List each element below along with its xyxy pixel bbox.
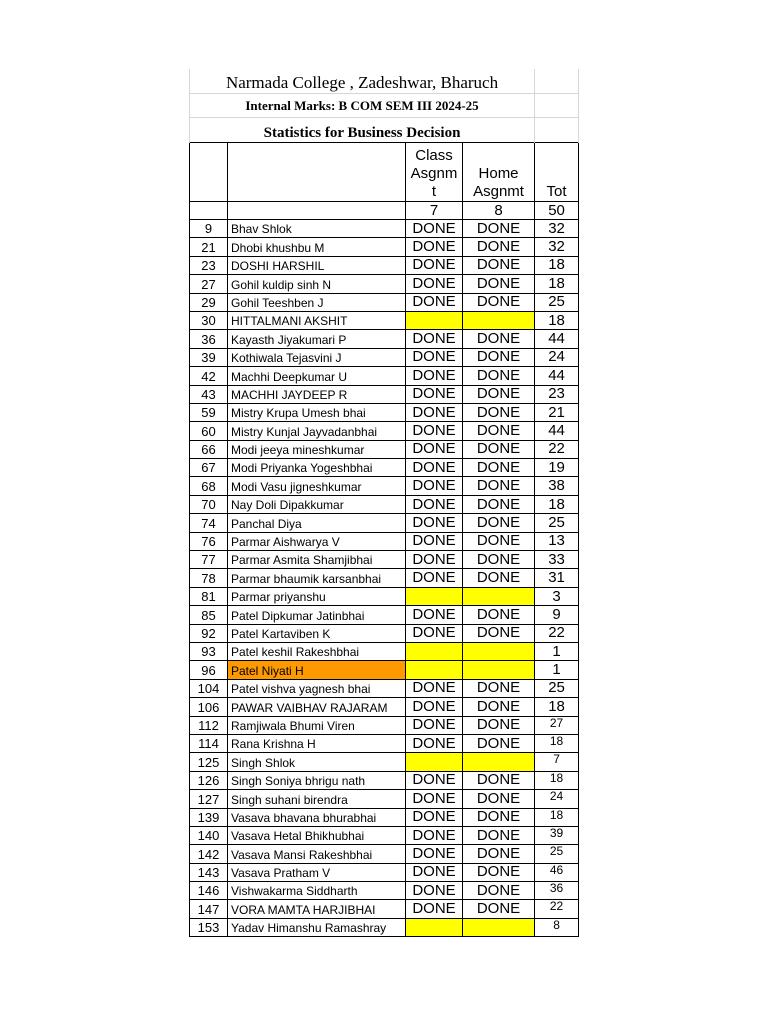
home-assignment-cell: DONE <box>463 220 535 238</box>
table-row <box>190 403 579 421</box>
class-assignment-header <box>406 143 463 202</box>
home-assignment-cell: DONE <box>463 385 535 403</box>
class-header-line3: t <box>431 183 437 200</box>
table-row <box>190 624 579 642</box>
table-row <box>190 551 579 569</box>
roll-number-cell: 142 <box>190 845 228 863</box>
table-row <box>190 863 579 881</box>
class-assignment-cell: DONE <box>406 606 463 624</box>
total-cell: 18 <box>535 808 579 826</box>
roll-number-cell: 27 <box>190 275 228 293</box>
class-assignment-cell: DONE <box>406 220 463 238</box>
home-assignment-cell: DONE <box>463 514 535 532</box>
total-cell: 18 <box>535 311 579 329</box>
home-assignment-cell: DONE <box>463 459 535 477</box>
student-name-cell: Mistry Kunjal Jayvadanbhai <box>228 422 406 440</box>
home-assignment-cell: DONE <box>463 734 535 752</box>
table-row <box>190 477 579 495</box>
home-assignment-cell: DONE <box>463 569 535 587</box>
total-cell: 32 <box>535 238 579 256</box>
roll-number-cell: 43 <box>190 385 228 403</box>
total-header <box>535 143 579 202</box>
table-row <box>190 606 579 624</box>
empty-cell <box>535 118 579 143</box>
home-assignment-cell: DONE <box>463 790 535 808</box>
total-cell: 46 <box>535 863 579 881</box>
table-row <box>190 293 579 311</box>
student-name-cell: Gohil Teeshben J <box>228 293 406 311</box>
class-assignment-cell: DONE <box>406 275 463 293</box>
student-name-cell: Machhi Deepkumar U <box>228 367 406 385</box>
total-cell: 13 <box>535 532 579 550</box>
home-assignment-cell <box>463 753 535 771</box>
total-cell: 18 <box>535 771 579 789</box>
total-cell: 33 <box>535 551 579 569</box>
header-row-subject <box>190 118 579 143</box>
class-assignment-cell: DONE <box>406 900 463 918</box>
total-cell: 8 <box>535 918 579 936</box>
class-assignment-cell: DONE <box>406 826 463 844</box>
student-name-cell: DOSHI HARSHIL <box>228 256 406 274</box>
home-assignment-cell: DONE <box>463 367 535 385</box>
class-assignment-cell: DONE <box>406 256 463 274</box>
total-cell: 22 <box>535 900 579 918</box>
class-assignment-cell: DONE <box>406 624 463 642</box>
table-row <box>190 587 579 605</box>
roll-number-cell: 125 <box>190 753 228 771</box>
header-row-internal <box>190 94 579 118</box>
class-assignment-cell: DONE <box>406 569 463 587</box>
table-row <box>190 440 579 458</box>
total-cell: 24 <box>535 348 579 366</box>
roll-number-cell: 66 <box>190 440 228 458</box>
class-assignment-cell <box>406 661 463 679</box>
table-row <box>190 753 579 771</box>
roll-number-cell: 146 <box>190 882 228 900</box>
student-name-cell: MACHHI JAYDEEP R <box>228 385 406 403</box>
home-max-marks: 8 <box>463 202 535 220</box>
class-assignment-cell: DONE <box>406 330 463 348</box>
roll-number-cell: 92 <box>190 624 228 642</box>
student-name-cell: Panchal Diya <box>228 514 406 532</box>
roll-number-cell: 106 <box>190 698 228 716</box>
roll-number-cell: 81 <box>190 587 228 605</box>
home-assignment-cell <box>463 642 535 660</box>
home-assignment-cell: DONE <box>463 422 535 440</box>
total-cell: 24 <box>535 790 579 808</box>
table-row <box>190 900 579 918</box>
empty-cell <box>228 202 406 220</box>
roll-column-header <box>190 143 228 202</box>
student-name-cell: Singh Soniya bhrigu nath <box>228 771 406 789</box>
roll-number-cell: 96 <box>190 661 228 679</box>
roll-number-cell: 68 <box>190 477 228 495</box>
student-name-cell: Singh suhani birendra <box>228 790 406 808</box>
table-row <box>190 698 579 716</box>
table-row <box>190 808 579 826</box>
class-assignment-cell <box>406 642 463 660</box>
home-header-line2: Asgnmt <box>473 183 524 200</box>
student-name-cell: Rana Krishna H <box>228 734 406 752</box>
class-assignment-cell: DONE <box>406 790 463 808</box>
class-assignment-cell: DONE <box>406 348 463 366</box>
class-assignment-cell: DONE <box>406 477 463 495</box>
table-row <box>190 532 579 550</box>
class-assignment-cell <box>406 587 463 605</box>
table-row <box>190 661 579 679</box>
empty-cell <box>190 202 228 220</box>
total-cell: 21 <box>535 403 579 421</box>
roll-number-cell: 93 <box>190 642 228 660</box>
student-name-cell: Dhobi khushbu M <box>228 238 406 256</box>
student-name-cell: Yadav Himanshu Ramashray <box>228 918 406 936</box>
home-assignment-cell: DONE <box>463 606 535 624</box>
class-assignment-cell: DONE <box>406 863 463 881</box>
student-name-cell: Modi Priyanka Yogeshbhai <box>228 459 406 477</box>
class-assignment-cell: DONE <box>406 293 463 311</box>
table-row <box>190 826 579 844</box>
class-header-line2: Asgnm <box>410 165 458 182</box>
roll-number-cell: 36 <box>190 330 228 348</box>
table-row <box>190 716 579 734</box>
home-assignment-cell: DONE <box>463 275 535 293</box>
home-assignment-cell <box>463 311 535 329</box>
total-cell: 44 <box>535 367 579 385</box>
table-row <box>190 220 579 238</box>
student-name-cell: Singh Shlok <box>228 753 406 771</box>
class-assignment-cell <box>406 753 463 771</box>
class-assignment-cell: DONE <box>406 422 463 440</box>
roll-number-cell: 21 <box>190 238 228 256</box>
table-row <box>190 514 579 532</box>
total-cell: 18 <box>535 698 579 716</box>
roll-number-cell: 114 <box>190 734 228 752</box>
class-assignment-cell: DONE <box>406 734 463 752</box>
roll-number-cell: 77 <box>190 551 228 569</box>
class-assignment-cell: DONE <box>406 367 463 385</box>
table-row <box>190 311 579 329</box>
student-name-cell: Vasava Hetal Bhikhubhai <box>228 826 406 844</box>
student-name-cell: Modi Vasu jigneshkumar <box>228 477 406 495</box>
class-assignment-cell <box>406 311 463 329</box>
roll-number-cell: 127 <box>190 790 228 808</box>
home-assignment-cell: DONE <box>463 808 535 826</box>
class-assignment-cell: DONE <box>406 238 463 256</box>
table-row <box>190 734 579 752</box>
total-header-label: Tot <box>546 183 567 200</box>
total-cell: 38 <box>535 477 579 495</box>
table-row <box>190 238 579 256</box>
total-cell: 7 <box>535 753 579 771</box>
student-name-cell: Mistry Krupa Umesh bhai <box>228 403 406 421</box>
student-name-cell: Patel vishva yagnesh bhai <box>228 679 406 697</box>
max-marks-row <box>190 202 579 220</box>
roll-number-cell: 60 <box>190 422 228 440</box>
table-row <box>190 771 579 789</box>
roll-number-cell: 70 <box>190 495 228 513</box>
table-row <box>190 679 579 697</box>
class-assignment-cell: DONE <box>406 385 463 403</box>
roll-number-cell: 85 <box>190 606 228 624</box>
class-assignment-cell: DONE <box>406 771 463 789</box>
home-assignment-cell: DONE <box>463 532 535 550</box>
total-cell: 44 <box>535 330 579 348</box>
empty-cell <box>535 94 579 118</box>
table-row <box>190 422 579 440</box>
class-assignment-cell: DONE <box>406 551 463 569</box>
home-assignment-cell: DONE <box>463 440 535 458</box>
total-cell: 18 <box>535 734 579 752</box>
class-assignment-cell: DONE <box>406 808 463 826</box>
total-cell: 25 <box>535 514 579 532</box>
total-cell: 25 <box>535 679 579 697</box>
student-name-cell: Modi jeeya mineshkumar <box>228 440 406 458</box>
roll-number-cell: 9 <box>190 220 228 238</box>
student-name-cell: Patel Kartaviben K <box>228 624 406 642</box>
total-cell: 9 <box>535 606 579 624</box>
student-name-cell: Ramjiwala Bhumi Viren <box>228 716 406 734</box>
student-name-cell: VORA MAMTA HARJIBHAI <box>228 900 406 918</box>
roll-number-cell: 104 <box>190 679 228 697</box>
table-row <box>190 882 579 900</box>
student-name-cell: Parmar Asmita Shamjibhai <box>228 551 406 569</box>
total-cell: 25 <box>535 293 579 311</box>
roll-number-cell: 78 <box>190 569 228 587</box>
class-assignment-cell: DONE <box>406 495 463 513</box>
roll-number-cell: 112 <box>190 716 228 734</box>
table-row <box>190 385 579 403</box>
student-name-cell: Patel keshil Rakeshbhai <box>228 642 406 660</box>
class-assignment-cell: DONE <box>406 403 463 421</box>
class-assignment-cell <box>406 918 463 936</box>
roll-number-cell: 59 <box>190 403 228 421</box>
student-name-cell: Vasava Pratham V <box>228 863 406 881</box>
student-name-cell: PAWAR VAIBHAV RAJARAM <box>228 698 406 716</box>
table-row <box>190 845 579 863</box>
class-assignment-cell: DONE <box>406 882 463 900</box>
total-cell: 22 <box>535 440 579 458</box>
home-assignment-cell: DONE <box>463 863 535 881</box>
roll-number-cell: 74 <box>190 514 228 532</box>
roll-number-cell: 126 <box>190 771 228 789</box>
student-name-cell: HITTALMANI AKSHIT <box>228 311 406 329</box>
roll-number-cell: 42 <box>190 367 228 385</box>
home-assignment-cell <box>463 918 535 936</box>
internal-marks-title: Internal Marks: B COM SEM III 2024-25 <box>190 94 535 118</box>
home-assignment-cell: DONE <box>463 845 535 863</box>
student-name-cell: Gohil kuldip sinh N <box>228 275 406 293</box>
home-assignment-cell: DONE <box>463 551 535 569</box>
subject-title: Statistics for Business Decision <box>190 118 535 143</box>
student-name-cell: Nay Doli Dipakkumar <box>228 495 406 513</box>
home-assignment-cell <box>463 587 535 605</box>
class-assignment-cell: DONE <box>406 532 463 550</box>
class-assignment-cell: DONE <box>406 459 463 477</box>
roll-number-cell: 76 <box>190 532 228 550</box>
total-cell: 1 <box>535 661 579 679</box>
student-name-cell: Vasava bhavana bhurabhai <box>228 808 406 826</box>
roll-number-cell: 147 <box>190 900 228 918</box>
student-name-cell: Bhav Shlok <box>228 220 406 238</box>
total-cell: 19 <box>535 459 579 477</box>
student-name-cell: Parmar priyanshu <box>228 587 406 605</box>
home-assignment-cell: DONE <box>463 495 535 513</box>
student-name-cell: Kothiwala Tejasvini J <box>228 348 406 366</box>
table-row <box>190 918 579 936</box>
marks-table <box>189 69 579 937</box>
class-assignment-cell: DONE <box>406 514 463 532</box>
name-column-header <box>228 143 406 202</box>
table-row <box>190 348 579 366</box>
class-assignment-cell: DONE <box>406 716 463 734</box>
college-title: Narmada College , Zadeshwar, Bharuch <box>190 69 535 94</box>
student-name-cell: Parmar Aishwarya V <box>228 532 406 550</box>
home-assignment-cell: DONE <box>463 293 535 311</box>
total-cell: 25 <box>535 845 579 863</box>
student-name-cell: Kayasth Jiyakumari P <box>228 330 406 348</box>
roll-number-cell: 143 <box>190 863 228 881</box>
home-assignment-header <box>463 143 535 202</box>
home-assignment-cell: DONE <box>463 882 535 900</box>
home-assignment-cell: DONE <box>463 679 535 697</box>
header-row-college <box>190 69 579 94</box>
home-assignment-cell: DONE <box>463 624 535 642</box>
home-assignment-cell <box>463 661 535 679</box>
class-header-line1: Class <box>415 147 453 164</box>
home-assignment-cell: DONE <box>463 826 535 844</box>
table-row <box>190 495 579 513</box>
class-assignment-cell: DONE <box>406 845 463 863</box>
empty-cell <box>535 69 579 94</box>
total-cell: 36 <box>535 882 579 900</box>
home-assignment-cell: DONE <box>463 330 535 348</box>
total-cell: 31 <box>535 569 579 587</box>
student-name-cell: Patel Niyati H <box>228 661 406 679</box>
total-cell: 18 <box>535 256 579 274</box>
roll-number-cell: 29 <box>190 293 228 311</box>
home-assignment-cell: DONE <box>463 771 535 789</box>
roll-number-cell: 23 <box>190 256 228 274</box>
roll-number-cell: 30 <box>190 311 228 329</box>
home-assignment-cell: DONE <box>463 256 535 274</box>
total-cell: 23 <box>535 385 579 403</box>
total-cell: 32 <box>535 220 579 238</box>
home-assignment-cell: DONE <box>463 477 535 495</box>
class-max-marks: 7 <box>406 202 463 220</box>
table-row <box>190 642 579 660</box>
table-row <box>190 790 579 808</box>
total-max-marks: 50 <box>535 202 579 220</box>
class-assignment-cell: DONE <box>406 698 463 716</box>
table-row <box>190 275 579 293</box>
total-cell: 1 <box>535 642 579 660</box>
roll-number-cell: 39 <box>190 348 228 366</box>
total-cell: 22 <box>535 624 579 642</box>
roll-number-cell: 153 <box>190 918 228 936</box>
home-assignment-cell: DONE <box>463 900 535 918</box>
class-assignment-cell: DONE <box>406 440 463 458</box>
class-assignment-cell: DONE <box>406 679 463 697</box>
table-row <box>190 367 579 385</box>
roll-number-cell: 140 <box>190 826 228 844</box>
total-cell: 3 <box>535 587 579 605</box>
roll-number-cell: 139 <box>190 808 228 826</box>
home-header-line1: Home <box>478 165 519 182</box>
total-cell: 39 <box>535 826 579 844</box>
total-cell: 44 <box>535 422 579 440</box>
home-assignment-cell: DONE <box>463 716 535 734</box>
roll-number-cell: 67 <box>190 459 228 477</box>
student-name-cell: Vishwakarma Siddharth <box>228 882 406 900</box>
home-assignment-cell: DONE <box>463 698 535 716</box>
total-cell: 18 <box>535 275 579 293</box>
table-row <box>190 330 579 348</box>
home-assignment-cell: DONE <box>463 348 535 366</box>
student-name-cell: Patel Dipkumar Jatinbhai <box>228 606 406 624</box>
home-assignment-cell: DONE <box>463 403 535 421</box>
student-name-cell: Vasava Mansi Rakeshbhai <box>228 845 406 863</box>
table-row <box>190 569 579 587</box>
total-cell: 27 <box>535 716 579 734</box>
student-name-cell: Parmar bhaumik karsanbhai <box>228 569 406 587</box>
total-cell: 18 <box>535 495 579 513</box>
table-row <box>190 256 579 274</box>
column-header-row <box>190 143 579 202</box>
table-row <box>190 459 579 477</box>
home-assignment-cell: DONE <box>463 238 535 256</box>
